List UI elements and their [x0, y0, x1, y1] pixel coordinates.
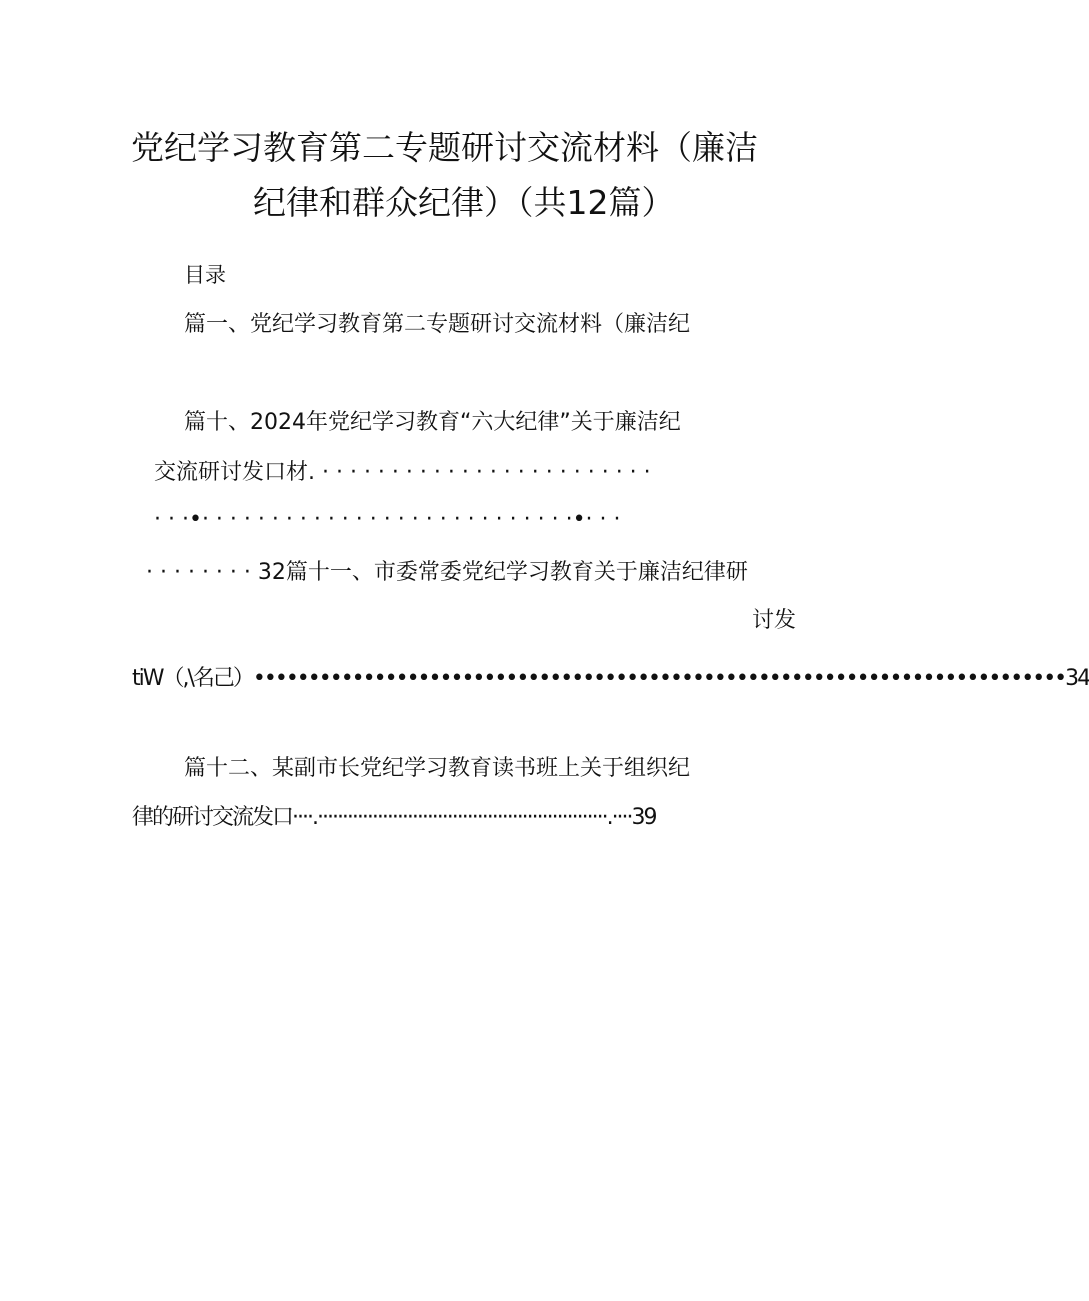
toc-entry-1: 篇一、党纪学习教育第二专题研讨交流材料（廉洁纪	[184, 312, 691, 337]
toc-entry-12: 篇十二、某副市长党纪学习教育读书班上关于组织纪	[184, 756, 691, 781]
toc-entry-10-continuation: 交流研讨发口材. · · · · · · · · · · · · · · · · · · · · · · · ·	[154, 460, 651, 485]
toc-dot-leader-line: · · ·•· · · · · · · · · · · · · · · · · · · · · · · · · · ·•· · ·	[154, 507, 621, 532]
toc-entry-12-continuation: 律的研讨交流发口····.··························································.····39	[132, 805, 656, 830]
toc-entry-11-continuation: 讨发	[752, 608, 797, 633]
toc-entry-11-page-line: tiW（,\名己）••••••••••••••••••••••••••••••••••••••••••••••••••••••••••••••••••••••••••34	[132, 666, 1089, 691]
document-title-line-1: 党纪学习教育第二专题研讨交流材料（廉洁	[131, 128, 758, 167]
document-title-line-2: 纪律和群众纪律）（共12篇）	[253, 183, 675, 222]
toc-entry-10: 篇十、2024年党纪学习教育“六大纪律”关于廉洁纪	[184, 410, 681, 435]
toc-heading: 目录	[184, 263, 226, 287]
toc-entry-11: · · · · · · · · 32篇十一、市委常委党纪学习教育关于廉洁纪律研	[146, 560, 748, 585]
